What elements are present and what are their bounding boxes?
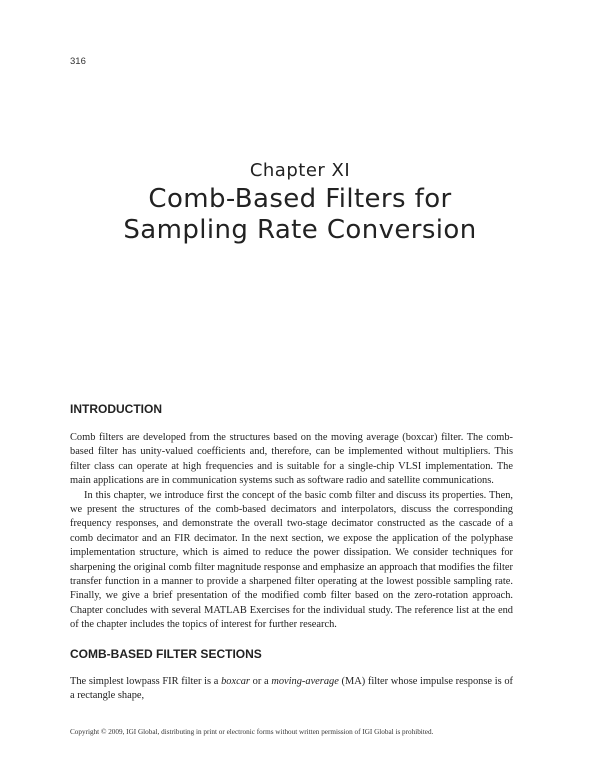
introduction-body: [70, 431, 513, 633]
introduction-heading: INTRODUCTION: [70, 402, 162, 416]
comb-text-between: or a: [249, 676, 272, 687]
term-moving-average: moving-average: [271, 676, 339, 687]
introduction-paragraph-1: Comb filters are developed from the structures based on the moving average (boxcar) filter. The comb-based filter has unity-valued coefficients and, therefore, can be implemented without multipliers. This filter class can operate at high frequencies and is suitable for a single-chip VLSI implementation. The main applications are in communication systems such as software radio and satellite communications.: [70, 432, 513, 487]
copyright-footer: Copyright © 2009, IGI Global, distributing in print or electronic forms without written permission of IGI Global is prohibited.: [70, 728, 434, 736]
chapter-label: Chapter XI: [249, 160, 351, 181]
comb-section-body: [70, 675, 513, 704]
comb-text-before: The simplest lowpass FIR filter is a: [70, 676, 222, 687]
comb-text-after: (MA) filter whose impulse response is of a rectangle shape,: [70, 676, 513, 702]
comb-section-heading: COMB-BASED FILTER SECTIONS: [70, 647, 262, 661]
introduction-paragraph-2: In this chapter, we introduce first the concept of the basic comb filter and discuss its properties. Then, we present the structures of the comb-based decimators and interpolators, discuss the corresponding frequency responses, and demonstrate the overall two-stage decimator constructed as the cascade of a comb decimator and an FIR decimator. In the next section, we expose the application of the polyphase implementation structure, which is aimed to reduce the power dissipation. We consider techniques for sharpening the original comb filter magnitude response and emphasize an approach that modifies the filter transfer function in a manner to provide a sharpened filter operating at the lowest possible sampling rate. Finally, we give a brief presentation of the modified comb filter based on the zero-rotation approach. Chapter concludes with several MATLAB Exercises for the individual study. The reference list at the end of the chapter includes the topics of interest for further research.: [70, 489, 513, 631]
comb-section-paragraph: [70, 675, 513, 704]
chapter-heading: [0, 158, 600, 246]
term-boxcar: boxcar: [221, 676, 250, 687]
chapter-title-line-1: Comb-Based Filters for: [148, 184, 452, 214]
page-number: 316: [70, 56, 86, 67]
chapter-title-line-2: Sampling Rate Conversion: [123, 215, 477, 245]
